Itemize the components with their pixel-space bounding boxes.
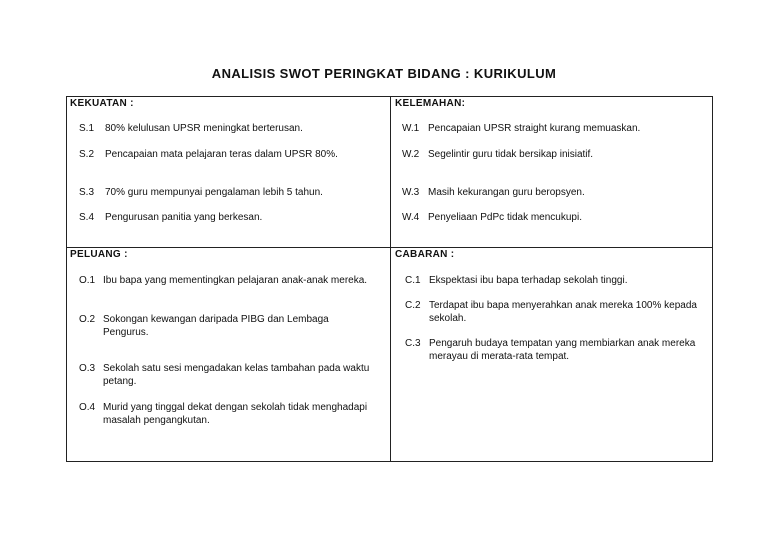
item-text: Sokongan kewangan daripada PIBG dan Lembaga Pengurus. xyxy=(103,314,329,338)
item-code: W.4 xyxy=(402,212,420,223)
item-text: Ibu bapa yang mementingkan pelajaran anak-anak mereka. xyxy=(103,275,368,286)
list-item xyxy=(79,274,371,287)
item-code: O.1 xyxy=(79,275,96,286)
list-item xyxy=(405,299,701,325)
row-divider xyxy=(67,247,712,248)
item-code: C.2 xyxy=(405,300,421,311)
list-item xyxy=(79,401,371,427)
item-code: S.3 xyxy=(79,187,95,198)
kelemahan-heading: KELEMAHAN: xyxy=(395,98,466,109)
list-item xyxy=(79,186,384,199)
item-text: Segelintir guru tidak bersikap inisiatif. xyxy=(428,149,594,160)
list-item xyxy=(405,337,701,363)
item-code: C.3 xyxy=(405,338,421,349)
item-text: Ekspektasi ibu bapa terhadap sekolah tinggi. xyxy=(429,275,628,286)
item-code: O.3 xyxy=(79,363,96,374)
peluang-heading: PELUANG : xyxy=(70,249,128,260)
item-text: Pengaruh budaya tempatan yang membiarkan anak mereka merayau di merata-rata tempat. xyxy=(429,338,696,362)
item-text: 80% kelulusan UPSR meningkat berterusan. xyxy=(105,123,303,134)
item-text: Pencapaian mata pelajaran teras dalam UPSR 80%. xyxy=(105,149,338,160)
item-code: W.1 xyxy=(402,123,420,134)
item-code: S.4 xyxy=(79,212,95,223)
item-code: O.4 xyxy=(79,402,96,413)
list-item xyxy=(79,313,371,339)
list-item xyxy=(402,186,707,199)
list-item xyxy=(402,148,707,161)
cabaran-heading: CABARAN : xyxy=(395,249,455,260)
list-item xyxy=(402,122,707,135)
list-item xyxy=(79,122,384,135)
item-text: Pengurusan panitia yang berkesan. xyxy=(105,212,263,223)
item-code: C.1 xyxy=(405,275,421,286)
item-text: Masih kekurangan guru beropsyen. xyxy=(428,187,585,198)
list-item xyxy=(79,362,371,388)
item-code: S.1 xyxy=(79,123,95,134)
item-text: Penyeliaan PdPc tidak mencukupi. xyxy=(428,212,582,223)
list-item xyxy=(405,274,701,287)
item-code: W.3 xyxy=(402,187,420,198)
kekuatan-heading: KEKUATAN : xyxy=(70,98,134,109)
item-code: O.2 xyxy=(79,314,96,325)
item-text: Murid yang tinggal dekat dengan sekolah tidak menghadapi masalah pengangkutan. xyxy=(103,402,368,426)
item-text: Pencapaian UPSR straight kurang memuaskan. xyxy=(428,123,641,134)
item-code: W.2 xyxy=(402,149,420,160)
item-text: Terdapat ibu bapa menyerahkan anak mereka 100% kepada sekolah. xyxy=(429,300,697,324)
list-item xyxy=(402,211,707,224)
item-text: Sekolah satu sesi mengadakan kelas tambahan pada waktu petang. xyxy=(103,363,370,387)
list-item xyxy=(79,211,384,224)
swot-table xyxy=(66,96,713,462)
list-item xyxy=(79,148,384,161)
item-text: 70% guru mempunyai pengalaman lebih 5 tahun. xyxy=(105,187,323,198)
document-title: ANALISIS SWOT PERINGKAT BIDANG : KURIKULUM xyxy=(211,66,557,81)
item-code: S.2 xyxy=(79,149,95,160)
column-divider xyxy=(390,97,391,461)
